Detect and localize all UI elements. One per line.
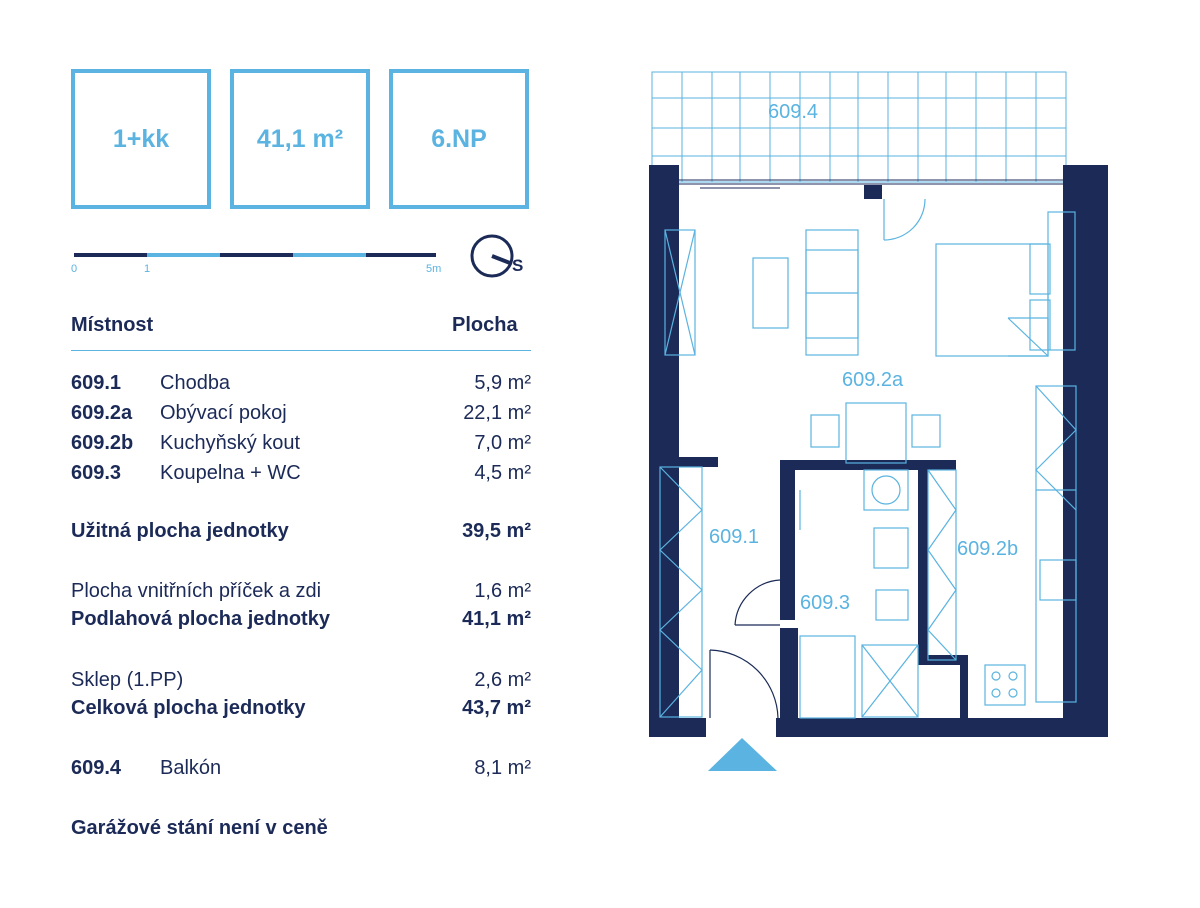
floor-plan <box>640 68 1120 778</box>
total-area-label: Celková plocha jednotky <box>71 697 306 719</box>
balcony-code: 609.4 <box>71 757 122 779</box>
scale-label-1: 1 <box>144 263 151 275</box>
total-area-value: 43,7 m² <box>462 697 531 719</box>
room-name: Koupelna + WC <box>160 462 301 484</box>
room-area: 22,1 m² <box>463 402 531 424</box>
scale-segment <box>293 253 366 257</box>
compass-letter: S <box>512 256 524 275</box>
room-area: 5,9 m² <box>474 372 531 394</box>
label-kitchen: 609.2b <box>957 538 1019 560</box>
scale-segment <box>220 253 293 257</box>
usable-area-value: 39,5 m² <box>462 520 531 542</box>
floor-badge <box>389 69 529 209</box>
scale-segment <box>366 253 436 257</box>
label-hall: 609.1 <box>709 526 760 548</box>
interior-doors <box>710 580 780 718</box>
room-area: 4,5 m² <box>474 462 531 484</box>
header-room: Místnost <box>71 314 154 336</box>
label-bath: 609.3 <box>800 592 851 614</box>
cellar-value: 2,6 m² <box>474 669 531 691</box>
balcony-name: Balkón <box>160 757 222 779</box>
room-area: 7,0 m² <box>474 432 531 454</box>
living-furniture <box>665 212 1075 463</box>
balcony-door <box>884 199 925 240</box>
balcony-value: 8,1 m² <box>474 757 531 779</box>
room-name: Obývací pokoj <box>160 402 287 424</box>
room-code: 609.2a <box>71 402 133 424</box>
scale-segment <box>147 253 220 257</box>
room-name: Chodba <box>160 372 231 394</box>
layout-badge <box>71 69 211 209</box>
scale-label-5: 5m <box>426 263 442 275</box>
label-living: 609.2a <box>842 369 904 391</box>
room-code: 609.2b <box>71 432 134 454</box>
room-code: 609.1 <box>71 372 122 394</box>
area-badge-text: 41,1 m² <box>256 124 344 153</box>
cellar-label: Sklep (1.PP) <box>71 669 184 691</box>
walls-value: 1,6 m² <box>474 580 531 602</box>
floor-badge-text: 6.NP <box>431 124 487 153</box>
scale-label-0: 0 <box>71 263 78 275</box>
layout-badge-text: 1+kk <box>112 124 170 153</box>
garage-note: Garážové stání není v ceně <box>71 817 328 839</box>
header-area: Plocha <box>452 314 518 336</box>
entrance-arrow-icon <box>708 738 777 771</box>
balcony <box>652 72 1066 182</box>
usable-area-label: Užitná plocha jednotky <box>71 520 289 542</box>
divider <box>71 350 531 351</box>
area-badge <box>230 69 370 209</box>
walls-label: Plocha vnitřních příček a zdi <box>71 580 322 602</box>
room-code: 609.3 <box>71 462 122 484</box>
label-balcony: 609.4 <box>768 101 819 123</box>
compass-icon <box>470 232 524 282</box>
room-name: Kuchyňský kout <box>160 432 301 454</box>
scale-segment <box>74 253 147 257</box>
floor-area-label: Podlahová plocha jednotky <box>71 608 330 630</box>
floor-area-value: 41,1 m² <box>462 608 531 630</box>
